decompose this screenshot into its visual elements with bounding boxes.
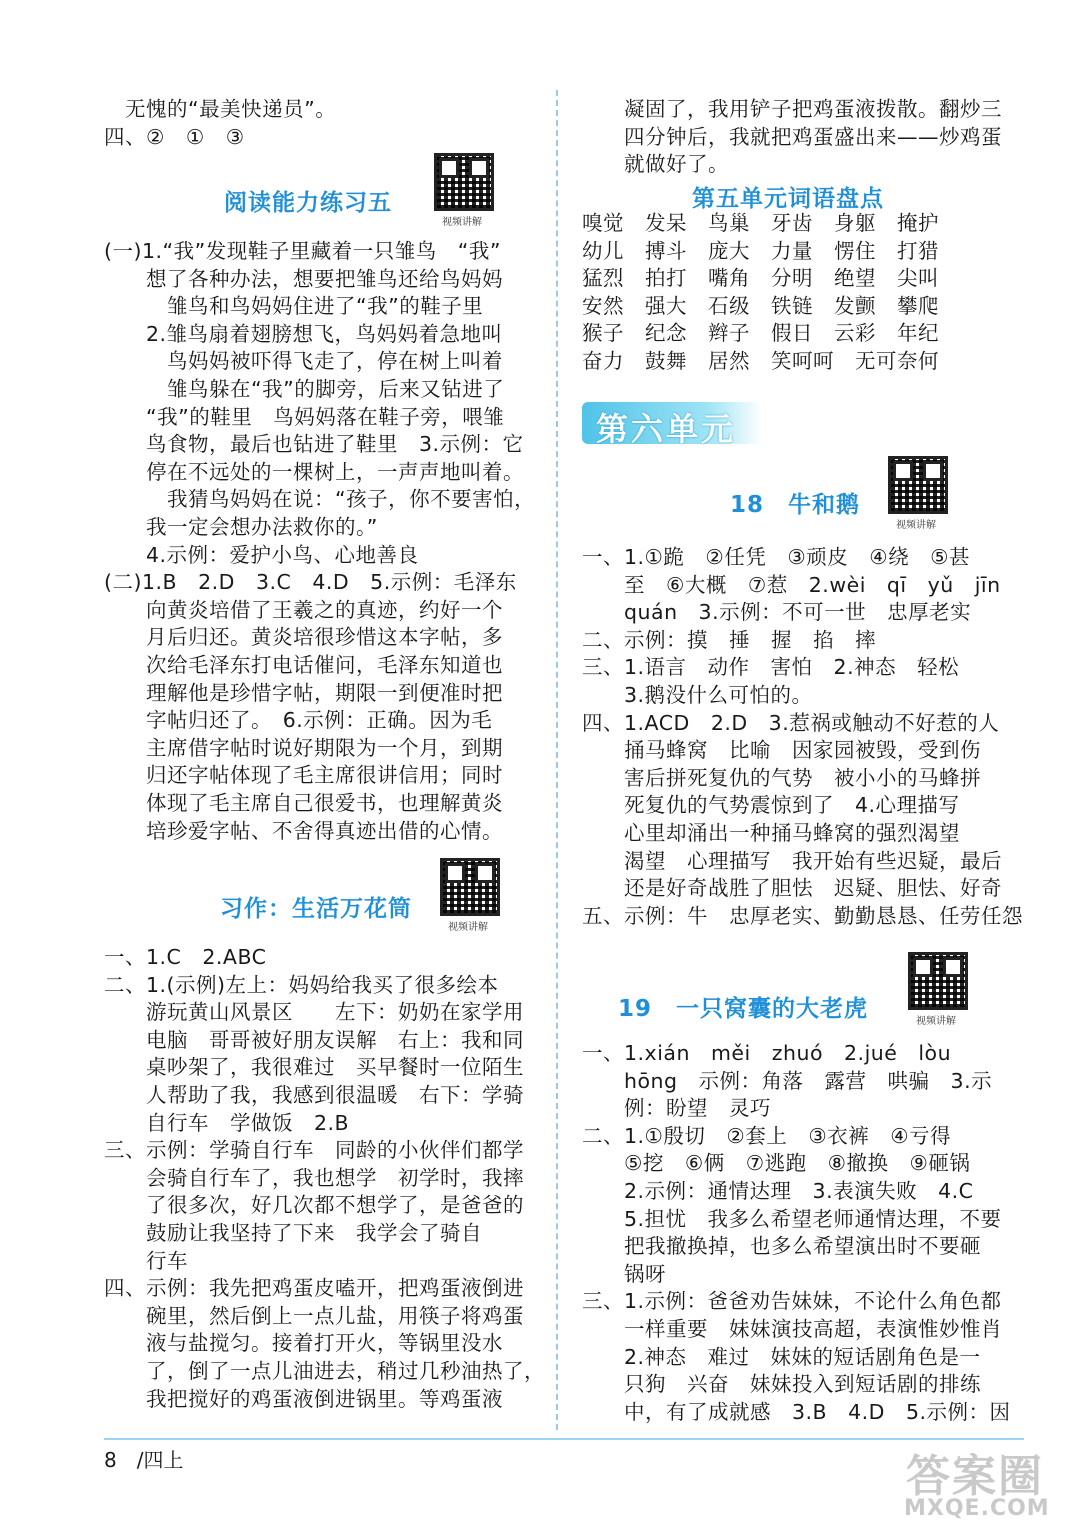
answer-line: 二、示例：摸 捶 握 掐 摔: [582, 627, 876, 652]
answer-line: 例：盼望 灵巧: [582, 1096, 771, 1121]
answer-line: 二、1.①殷切 ②套上 ③衣裤 ④亏得: [582, 1123, 952, 1148]
answer-line: 还是好奇战胜了胆怯 迟疑、胆怯、好奇: [582, 876, 1002, 901]
answer-line: 自行车 学做饭 2.B: [104, 1110, 350, 1135]
answer-line: 三、示例：学骑自行车 同龄的小伙伴们都学: [104, 1138, 524, 1163]
section-title-vocab: 第五单元词语盘点: [692, 186, 884, 212]
answer-line: 死复仇的气势震惊到了 4.心理描写: [582, 793, 960, 818]
answer-line: 体现了毛主席自己很爱书，也理解黄炎: [104, 791, 503, 815]
answer-line: 了很多次，好几次都不想学了，是爸爸的: [104, 1193, 524, 1218]
answer-line: 培珍爱字帖、不舍得真迹出借的心情。: [104, 818, 503, 843]
answer-line: 行车: [104, 1248, 188, 1273]
answer-line: 一、1.xián měi zhuó 2.jué lòu: [582, 1041, 952, 1065]
vocab-line: 奋力 鼓舞 居然 笑呵呵 无可奈何: [582, 349, 939, 373]
answer-line: 5.担忧 我多么希望老师通情达理，不要: [582, 1206, 1002, 1231]
watermark-logo: [896, 1440, 1071, 1532]
vocab-line: 猛烈 拍打 嘴角 分明 绝望 尖叫: [582, 266, 939, 291]
vocab-line: 幼儿 搏斗 庞大 力量 愣住 打猎: [582, 238, 939, 263]
answer-line: 雏鸟和鸟妈妈住进了“我”的鞋子里: [104, 294, 484, 319]
answer-line: 次给毛泽东打电话催问，毛泽东知道也: [104, 653, 503, 677]
answer-line: 捅马蜂窝 比喻 因家园被毁，受到伤: [582, 738, 981, 763]
answer-line: 三、1.语言 动作 害怕 2.神态 轻松: [582, 655, 960, 680]
vocab-line: 安然 强大 石级 铁链 发颤 攀爬: [582, 293, 939, 318]
answer-line: 鸟妈妈被吓得飞走了，停在树上叫着: [104, 349, 503, 374]
vocab-line: 嗅觉 发呆 鸟巢 牙齿 身躯 掩护: [582, 211, 939, 235]
footer-rule: [104, 1438, 1024, 1440]
answer-line: 锅呀: [582, 1261, 666, 1286]
answer-line: 人帮助了我，我感到很温暖 右下：学骑: [104, 1083, 524, 1107]
answer-line: 鼓励让我坚持了下来 我学会了骑自: [104, 1221, 482, 1245]
qr-code-writing[interactable]: [440, 858, 500, 916]
qr-code-reading-5[interactable]: [434, 153, 494, 211]
qr-code-lesson-18[interactable]: [888, 456, 948, 514]
answer-line: hōng 示例：角落 露营 哄骗 3.示: [582, 1068, 993, 1093]
answer-line: 桌吵架了，我很难过 买早餐时一位陌生: [104, 1055, 524, 1080]
qr-caption: 视频讲解: [448, 922, 488, 933]
answer-line: 停在不远处的一棵树上，一声声地叫着。: [104, 459, 524, 484]
answer-line: 一、1.C 2.ABC: [104, 945, 267, 969]
answer-line: 月后归还。黄炎培很珍惜这本字帖，多: [104, 625, 503, 650]
answer-line: 字帖归还了。 6.示例：正确。因为毛: [104, 708, 493, 733]
answer-line: 2.雏鸟扇着翅膀想飞，鸟妈妈着急地叫: [104, 321, 503, 346]
answer-line: 四、② ① ③: [104, 124, 245, 149]
answer-line: 会骑自行车了，我也想学 初学时，我摔: [104, 1165, 524, 1190]
answer-line: 归还字帖体现了毛主席很讲信用；同时: [104, 763, 503, 788]
answer-line: 主席借字帖时说好期限为一个月，到期: [104, 735, 503, 760]
answer-line: 五、示例：牛 忠厚老实、勤勤恳恳、任劳任怨: [582, 903, 1023, 928]
answer-line: 我一定会想办法救你的。”: [104, 515, 378, 539]
answer-line: 2.神态 难过 妹妹的短话剧角色是一: [582, 1344, 981, 1369]
vocab-line: 猴子 纪念 辫子 假日 云彩 年纪: [582, 321, 939, 346]
watermark-text: 答案圈: [906, 1451, 1044, 1502]
answer-line: 向黄炎培借了王羲之的真迹，约好一个: [104, 597, 503, 622]
lesson-title-18: 18 牛和鹅: [730, 492, 861, 518]
answer-line: 无愧的“最美快递员”。: [104, 97, 337, 121]
answer-line: 理解他是珍惜字帖，期限一到便准时把: [104, 680, 503, 705]
lesson-title-19: 19 一只窝囊的大老虎: [618, 996, 869, 1022]
answer-line: 电脑 哥哥被好朋友误解 右上：我和同: [104, 1027, 524, 1052]
answer-line: 把我撤换掉，也多么希望演出时不要砸: [582, 1234, 981, 1259]
column-divider: [556, 90, 558, 1430]
watermark-url: MXQE.COM: [904, 1496, 1050, 1521]
answer-line: 一样重要 妹妹演技高超，表演惟妙惟肖: [582, 1317, 1002, 1341]
answer-line: 只狗 兴奋 妹妹投入到短话剧的排练: [582, 1372, 981, 1397]
page-footer: 8 /四上: [104, 1448, 184, 1472]
answer-line: 液与盐搅匀。接着打开火，等锅里没水: [104, 1331, 503, 1356]
answer-line: 就做好了。: [582, 152, 729, 177]
answer-line: 凝固了，我用铲子把鸡蛋液拨散。翻炒三: [582, 97, 1002, 121]
qr-caption: 视频讲解: [896, 520, 936, 531]
answer-line: 中，有了成就感 3.B 4.D 5.示例：因: [582, 1399, 1011, 1424]
answer-line: 游玩黄山风景区 左下：奶奶在家学用: [104, 1000, 524, 1025]
answer-line: ⑤挖 ⑥俩 ⑦逃跑 ⑧撤换 ⑨砸锅: [582, 1151, 971, 1176]
answer-line: 一、1.①跪 ②任凭 ③顽皮 ④绕 ⑤甚: [582, 545, 970, 569]
answer-line: 三、1.示例：爸爸劝告妹妹，不论什么角色都: [582, 1289, 1002, 1314]
answer-line: (二)1.B 2.D 3.C 4.D 5.示例：毛泽东: [104, 570, 517, 595]
answer-line: “我”的鞋里 鸟妈妈落在鞋子旁，喂雏: [104, 404, 505, 429]
answer-line: 碗里，然后倒上一点儿盐，用筷子将鸡蛋: [104, 1303, 524, 1328]
answer-line: 至 ⑥大概 ⑦惹 2.wèi qī yǔ jīn: [582, 572, 1001, 597]
answer-line: 3.鹅没什么可怕的。: [582, 683, 813, 707]
qr-caption: 视频讲解: [916, 1016, 956, 1027]
answer-line: 四分钟后，我就把鸡蛋盛出来——炒鸡蛋: [582, 124, 1002, 149]
answer-line: 心里却涌出一种捅马蜂窝的强烈渴望: [582, 821, 960, 845]
qr-caption: 视频讲解: [442, 217, 482, 228]
section-title-reading-5: 阅读能力练习五: [224, 190, 392, 216]
answer-line: 渴望 心理描写 我开始有些迟疑，最后: [582, 848, 1002, 873]
answer-line: 我猜鸟妈妈在说：“孩子，你不要害怕，: [104, 487, 536, 512]
answer-line: 4.示例：爱护小鸟、心地善良: [104, 542, 419, 567]
unit-six-banner: [582, 402, 762, 448]
answer-line: 我把搅好的鸡蛋液倒进锅里。等鸡蛋液: [104, 1386, 503, 1411]
answer-line: 鸟食物，最后也钻进了鞋里 3.示例：它: [104, 432, 524, 457]
answer-line: 2.示例：通情达理 3.表演失败 4.C: [582, 1179, 974, 1203]
answer-line: 四、示例：我先把鸡蛋皮嗑开，把鸡蛋液倒进: [104, 1276, 524, 1301]
answer-line: (一)1.“我”发现鞋子里藏着一只雏鸟 “我”: [104, 239, 502, 263]
unit-banner-label: 第六单元: [596, 410, 737, 448]
answer-line: 了，倒了一点儿油进去，稍过几秒油热了，: [104, 1359, 545, 1383]
answer-line: quán 3.示例：不可一世 忠厚老实: [582, 600, 972, 625]
answer-line: 害后拼死复仇的气势 被小小的马蜂拼: [582, 765, 981, 790]
answer-line: 二、1.(示例)左上：妈妈给我买了很多绘本: [104, 972, 499, 997]
answer-line: 四、1.ACD 2.D 3.惹祸或触动不好惹的人: [582, 710, 1000, 735]
section-title-writing: 习作：生活万花筒: [220, 896, 412, 922]
answer-line: 雏鸟躲在“我”的脚旁，后来又钻进了: [104, 377, 505, 401]
answer-line: 想了各种办法，想要把雏鸟还给鸟妈妈: [104, 266, 503, 291]
qr-code-lesson-19[interactable]: [908, 952, 968, 1010]
